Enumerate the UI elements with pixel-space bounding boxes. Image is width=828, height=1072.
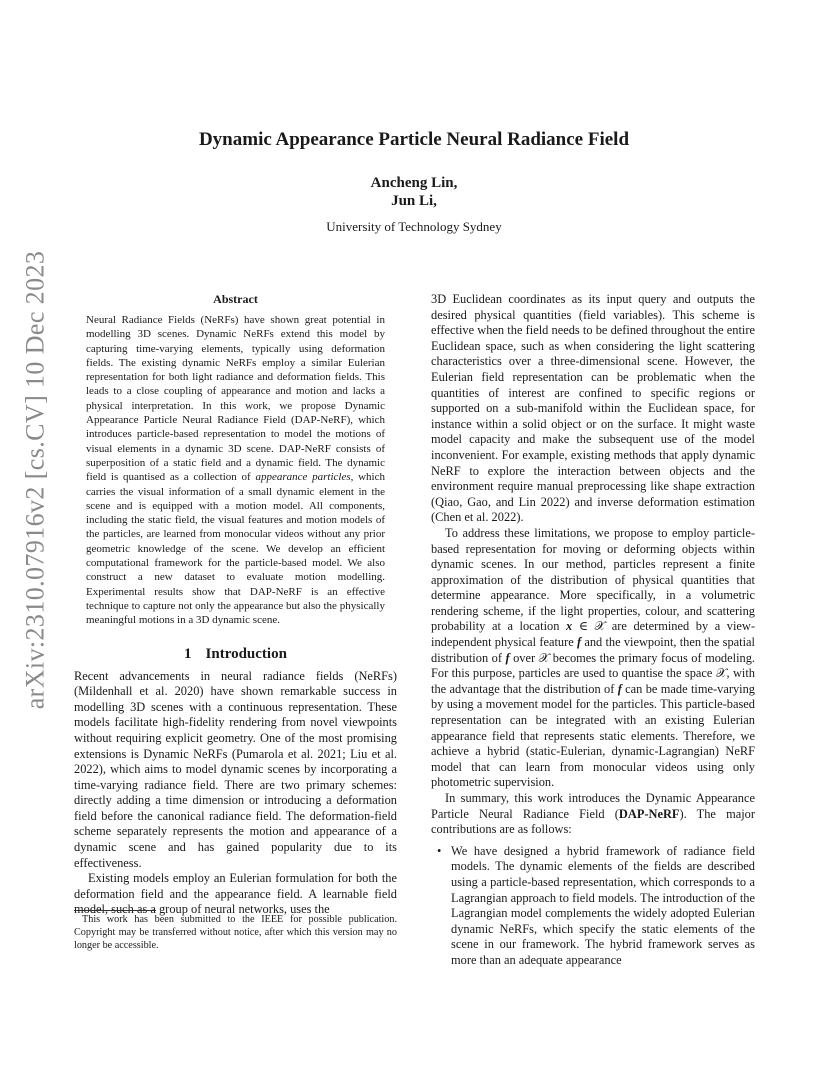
math-X: 𝒳 [538,650,550,665]
contributions-list [431,844,755,969]
abstract-text [86,313,385,628]
contribution-1-text: We have designed a hybrid framework of radiance field models. The dynamic elements of the fields are described using a particle-based representation, which corresponds to a Lagrangian approach to field models. The introduction of the Lagrangian model complements the widely adopted Eulerian dynamic NeRFs, which specify the static elements of the scene in our framework. The hybrid framework serves as more than an adequate appearance [451,843,755,967]
math-x: x [566,619,573,634]
author-1: Ancheng Lin, [370,175,458,191]
text-run: are determined by a view-independent physical feature [431,619,755,650]
dap-nerf-bold: DAP-NeRF [618,806,680,821]
math-in: ∈ [572,619,595,634]
math-f: f [576,635,582,650]
text-run: becomes the primary focus of modeling. For this purpose, particles are used to quantise the space [431,650,756,681]
affiliation: University of Technology Sydney [326,219,502,234]
text-run: In summary, this work introduces the Dynamic Appearance Particle Neural Radiance Field ( [431,791,755,821]
right-paragraph-3 [431,791,755,838]
right-column [431,292,755,969]
intro-paragraph-2: Existing models employ an Eulerian formulation for both the deformation field and the appearance field. A learnable field model, such as a group of neural networks, uses the [74,871,397,917]
right-paragraph-1: 3D Euclidean coordinates as its input query and outputs the desired physical quantities (field variables). This scheme is effective when the field needs to be defined throughout the entire Euclidean space, such as when considering the light scattering characteristics over a three-dimensional scene. However, the Eulerian field representation can be problematic when the quantities of interest are confined to specific regions or supported on a sub-manifold within the Euclidean space, for instance within a solid object or on the surface. It might waste model capacity and make the subsequent use of the model inconvenient. For example, existing methods that apply dynamic NeRF to explore the interaction between objects and the environment require manual preprocessing like shape extraction (Qiao, Gao, and Lin 2022) and inverse deformation estimation (Chen et al. 2022). [431,292,755,525]
arxiv-id: arXiv:2310.07916v2 [cs.CV] 10 Dec 2023 [20,250,50,710]
right-paragraph-2 [431,526,755,791]
text-run: over [509,650,539,665]
footnote: This work has been submitted to the IEEE for possible publication. Copyright may be transferred without notice, after which this version may no longer be accessible. [74,914,397,951]
text-run: To address these limitations, we propose to employ particle-based representation for moving or deforming objects within dynamic scenes. In our method, particles represent a finite approximation of the distribution of physical quantities that determine appearance. More specifically, in a volumetric rendering scheme, if the light properties, colour, and scattering probability at a location [431,525,755,634]
math-f: f [505,650,510,665]
section-title: Introduction [205,645,287,662]
abstract-part-1: Neural Radiance Fields (NeRFs) have shown great potential in modelling 3D scenes. Dynamic NeRFs extend this model by capturing time-varying elements, typically using deformation fields. The existing dynamic NeRFs employ a similar Eulerian representation for both light radiance and deformation fields. This leads to a close coupling of appearance and motion and lacks a physical interpretation. In this work, we propose Dynamic Appearance Particle Neural Radiance Field (DAP-NeRF), which introduces particle-based representation to model the motions of visual elements in a dynamic 3D scene. DAP-NeRF consists of superposition of a static field and a dynamic field. The dynamic field is quantised as a collection of [86,314,385,484]
paper-title: Dynamic Appearance Particle Neural Radiance Field [198,129,630,150]
intro-paragraph-1: Recent advancements in neural radiance fields (NeRFs) (Mildenhall et al. 2020) have shown remarkable success in modelling 3D scenes with a continuous representation. These models facilitate high-fidelity rendering from novel viewpoints without requiring explicit geometry. One of the most promising extensions is Dynamic NeRFs (Pumarola et al. 2021; Liu et al. 2022), which aims to model dynamic scenes by incorporating a time-varying radiance field. There are two primary schemes: directly adding a time dimension or introducing a deformation field before the canonical radiance field. The deformation-field scheme separately represents the motion and appearance of a dynamic scene and has gained popularity due to its effectiveness. [74,668,397,870]
abstract-heading: Abstract [213,292,258,306]
text-run: ). The major contributions are as follows: [431,806,755,837]
math-f: f [617,681,622,696]
left-column [74,292,397,918]
section-number: 1 [184,645,192,662]
math-X: 𝒳 [594,619,606,634]
math-X: 𝒳 [715,666,727,681]
text-run: can be made time-varying by using a movement model for the particles. This particle-based representation can be integrated with an existing Eulerian appearance field that represents static elements. Therefore, we achieve a hybrid (static-Eulerian, dynamic-Lagrangian) NeRF model that can learn from monocular videos using only photometric supervision. [431,681,755,790]
section-heading-introduction [74,646,397,663]
abstract-part-2: , which carries the visual information of a small dynamic element in the scene and is equipped with a motion model. All components, including the static field, the visual features and motion models of the particles, are learned from monocular videos without any prior geometric knowledge of the scene. We develop an efficient computational framework for the particle-based model. We also construct a new dataset to evaluate motion modelling. Experimental results show that DAP-NeRF is an effective technique to capture not only the appearance but also the physically meaningful motions in a 3D dynamic scene. [86,471,385,627]
text-run: , with the advantage that the distribution of [431,666,755,696]
abstract-emphasis: appearance particles [255,471,351,484]
text-run: and the viewpoint, then the spatial distribution of [431,635,755,665]
list-item [431,844,755,969]
bullet: • [437,843,442,858]
author-2: Jun Li, [391,193,437,209]
footnote-rule [74,910,156,911]
arxiv-identifier-stamp [0,250,70,710]
